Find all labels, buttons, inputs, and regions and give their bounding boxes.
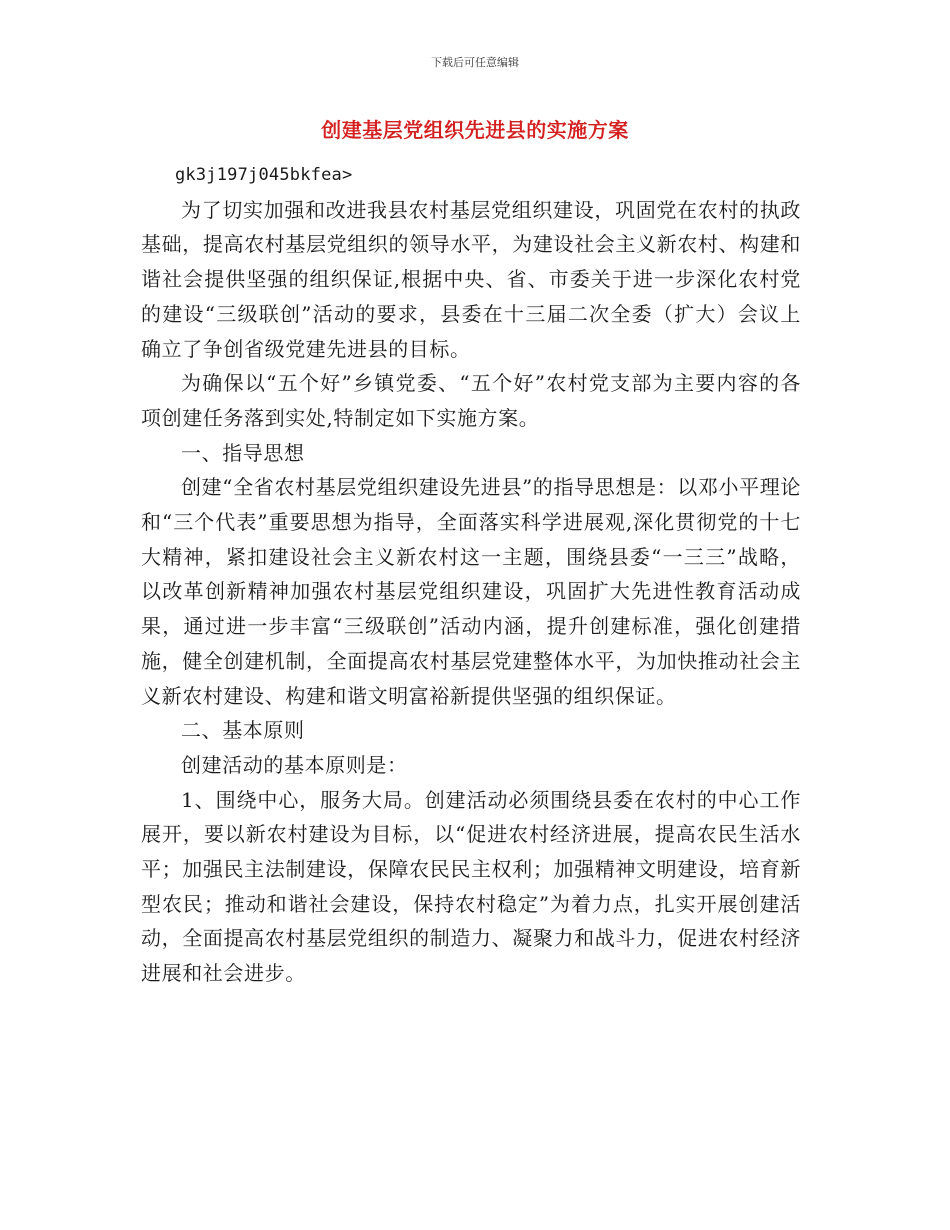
paragraph-principle-1: 1、围绕中心，服务大局。创建活动必须围绕县委在农村的中心工作展开，要以新农村建设为目标，以“促进农村经济进展，提高农民生活水平；加强民主法制建设，保障农民民主权利；加强精神文明建设，培育新型农民；推动和谐社会建设，保持农村稳定”为着力点，扎实开展创建活动，全面提高农村基层党组织的制造力、凝聚力和战斗力，促进农村经济进展和社会进步。 [141, 787, 801, 986]
paragraph-intro: 为了切实加强和改进我县农村基层党组织建设，巩固党在农村的执政基础，提高农村基层党组织的领导水平，为建设社会主义新农村、构建和谐社会提供坚强的组织保证,根据中央、省、市委关于进一步深化农村党的建设“三级联创”活动的要求，县委在十三届二次全委（扩大）会议上确立了争创省级党建先进县的目标。 [141, 197, 801, 361]
document-title: 创建基层党组织先进县的实施方案 [321, 118, 629, 142]
header-note: 下载后可任意编辑 [431, 56, 519, 69]
section-heading-guiding-ideology: 一、指导思想 [181, 440, 305, 465]
section-heading-basic-principles: 二、基本原则 [181, 718, 305, 743]
document-code: gk3j197j045bkfea> [175, 165, 353, 185]
document-body [141, 158, 801, 991]
paragraph-principles-intro: 创建活动的基本原则是： [181, 752, 408, 777]
paragraph-guiding-ideology: 创建“全省农村基层党组织建设先进县”的指导思想是：以邓小平理论和“三个代表”重要思想为指导，全面落实科学进展观,深化贯彻党的十七大精神，紧扣建设社会主义新农村这一主题，围绕县委“一三三”战略，以改革创新精神加强农村基层党组织建设，巩固扩大先进性教育活动成果，通过进一步丰富“三级联创”活动内涵，提升创建标准，强化创建措施，健全创建机制，全面提高农村基层党建整体水平，为加快推动社会主义新农村建设、构建和谐文明富裕新提供坚强的组织保证。 [141, 475, 801, 708]
paragraph-purpose: 为确保以“五个好”乡镇党委、“五个好”农村党支部为主要内容的各项创建任务落到实处,特制定如下实施方案。 [141, 371, 801, 430]
